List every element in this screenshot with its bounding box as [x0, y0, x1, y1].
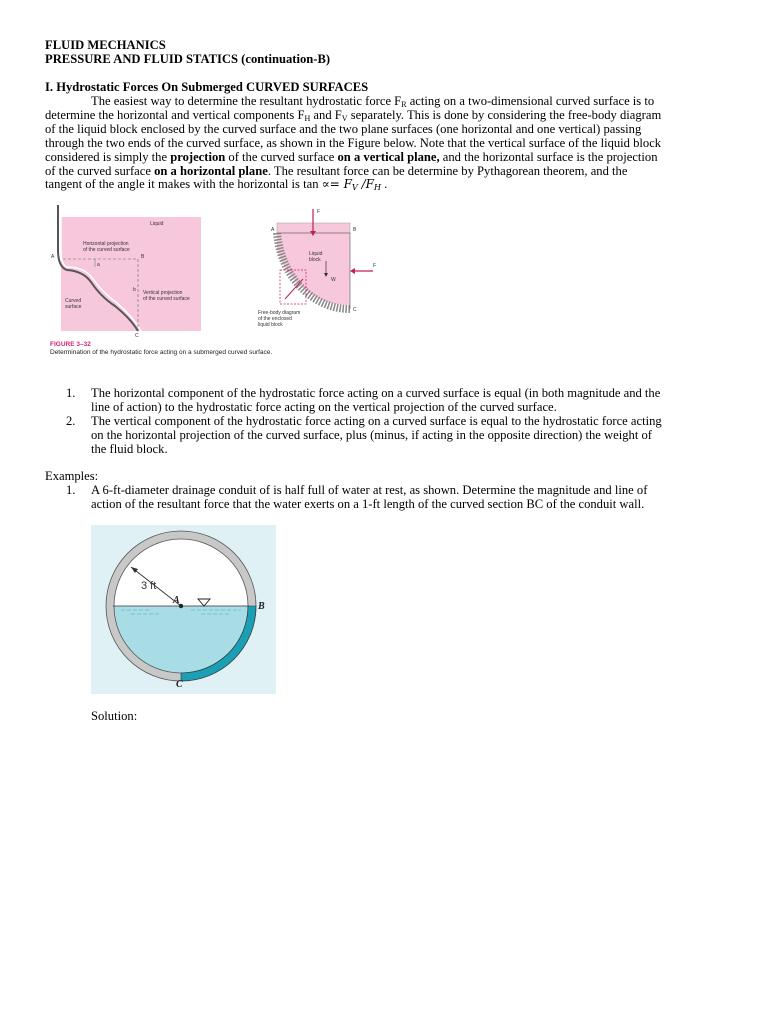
fig-left-B: B — [141, 254, 145, 260]
fig-left-liquid: Liquid — [150, 221, 164, 227]
point-c-label: C — [176, 679, 183, 690]
doc-title: FLUID MECHANICS — [45, 38, 166, 52]
right-diagram — [258, 209, 376, 328]
fig-right-A: A — [271, 227, 275, 233]
solution-label: Solution: — [91, 709, 138, 723]
figure-title: FIGURE 3–32 — [50, 341, 91, 348]
fig-left-b: b — [133, 287, 136, 293]
figure-caption: Determination of the hydrostatic force acting on a submerged curved surface. — [50, 349, 273, 356]
doc-subtitle: PRESSURE AND FLUID STATICS (continuation-B) — [45, 52, 331, 66]
fig-right-liquid1: Liquid — [309, 251, 323, 257]
conduit-drawing — [91, 525, 276, 694]
fig-left-A: A — [51, 254, 55, 260]
section-title: I. Hydrostatic Forces On Submerged CURVED SURFACES — [45, 80, 369, 94]
fig-right-W: W — [331, 277, 336, 283]
left-diagram — [51, 205, 201, 339]
list-item: 2. The vertical component of the hydrostatic force acting on a curved surface is equal to the hydrostatic force acting on the horizontal projection of the curved surface, plus (minus, if acting in the opposite direction) the weight of the fluid block. — [66, 413, 662, 456]
fig-left-vproj1: Vertical projection — [143, 290, 183, 296]
figure-3-32 — [45, 205, 375, 340]
radius-label: 3 ft — [141, 580, 157, 592]
intro-paragraph: The easiest way to determine the resultant hydrostatic force $F_R$ acting on a two-dimensional curved surface is to determine the horizontal and vertical components $F_H$ and $F_V$ separately. This is done by considering the free-body diagram of the liquid block enclosed by the curved surface and the two plane surfaces (one horizontal and one vertical) passing through the two ends of the curved surface, as shown in the Figure below. Note that the vertical surface of the liquid block considered is simply the projection of the curved surface on a vertical plane, and the horizontal surface is the projection of the curved surface on a horizontal plane. The resultant force can be determine by Pythagorean theorem, and the tangent of the angle it makes with the horizontal is $\tan \propto= F_V$ $/F_H$ . — [45, 94, 662, 193]
list-item: 1. A 6-ft-diameter drainage conduit of is half full of water at rest, as shown. Determine the magnitude and line of action of the resultant force that the water exerts on a 1-ft length of the curved section BC of the conduit wall. — [66, 483, 648, 511]
fig-right-fbd1: Free-body diagram — [258, 310, 301, 316]
fig-right-liquid2: block — [309, 257, 321, 263]
conduit-diagram — [91, 525, 276, 694]
fig-right-fx: F — [373, 263, 377, 269]
fig-right-B: B — [353, 227, 357, 233]
examples-heading: Examples: — [45, 469, 99, 483]
point-a-label: A — [173, 595, 180, 606]
fig-left-curved1: Curved — [65, 298, 82, 304]
fig-left-C: C — [135, 333, 139, 339]
fig-right-C: C — [353, 307, 357, 313]
fig-right-fbd2: of the enclosed — [258, 316, 292, 322]
examples-list — [66, 484, 736, 512]
rules-list — [66, 387, 736, 457]
fig-left-hproj2: of the curved surface — [83, 247, 130, 253]
fig-left-a: a — [97, 262, 100, 268]
fig-right-fy: F — [317, 209, 321, 215]
fig-left-curved2: surface — [65, 304, 82, 310]
fig-right-fbd3: liquid block — [258, 322, 283, 328]
figure-drawing — [45, 205, 375, 340]
list-item: 1. The horizontal component of the hydrostatic force acting on a curved surface is equal (in both magnitude and the line of action) to the hydrostatic force acting on the vertical projection of the curved surface. — [66, 386, 661, 414]
point-b-label: B — [258, 601, 265, 612]
fig-left-vproj2: of the curved surface — [143, 296, 190, 302]
fig-left-hproj1: Horizontal projection — [83, 241, 129, 247]
